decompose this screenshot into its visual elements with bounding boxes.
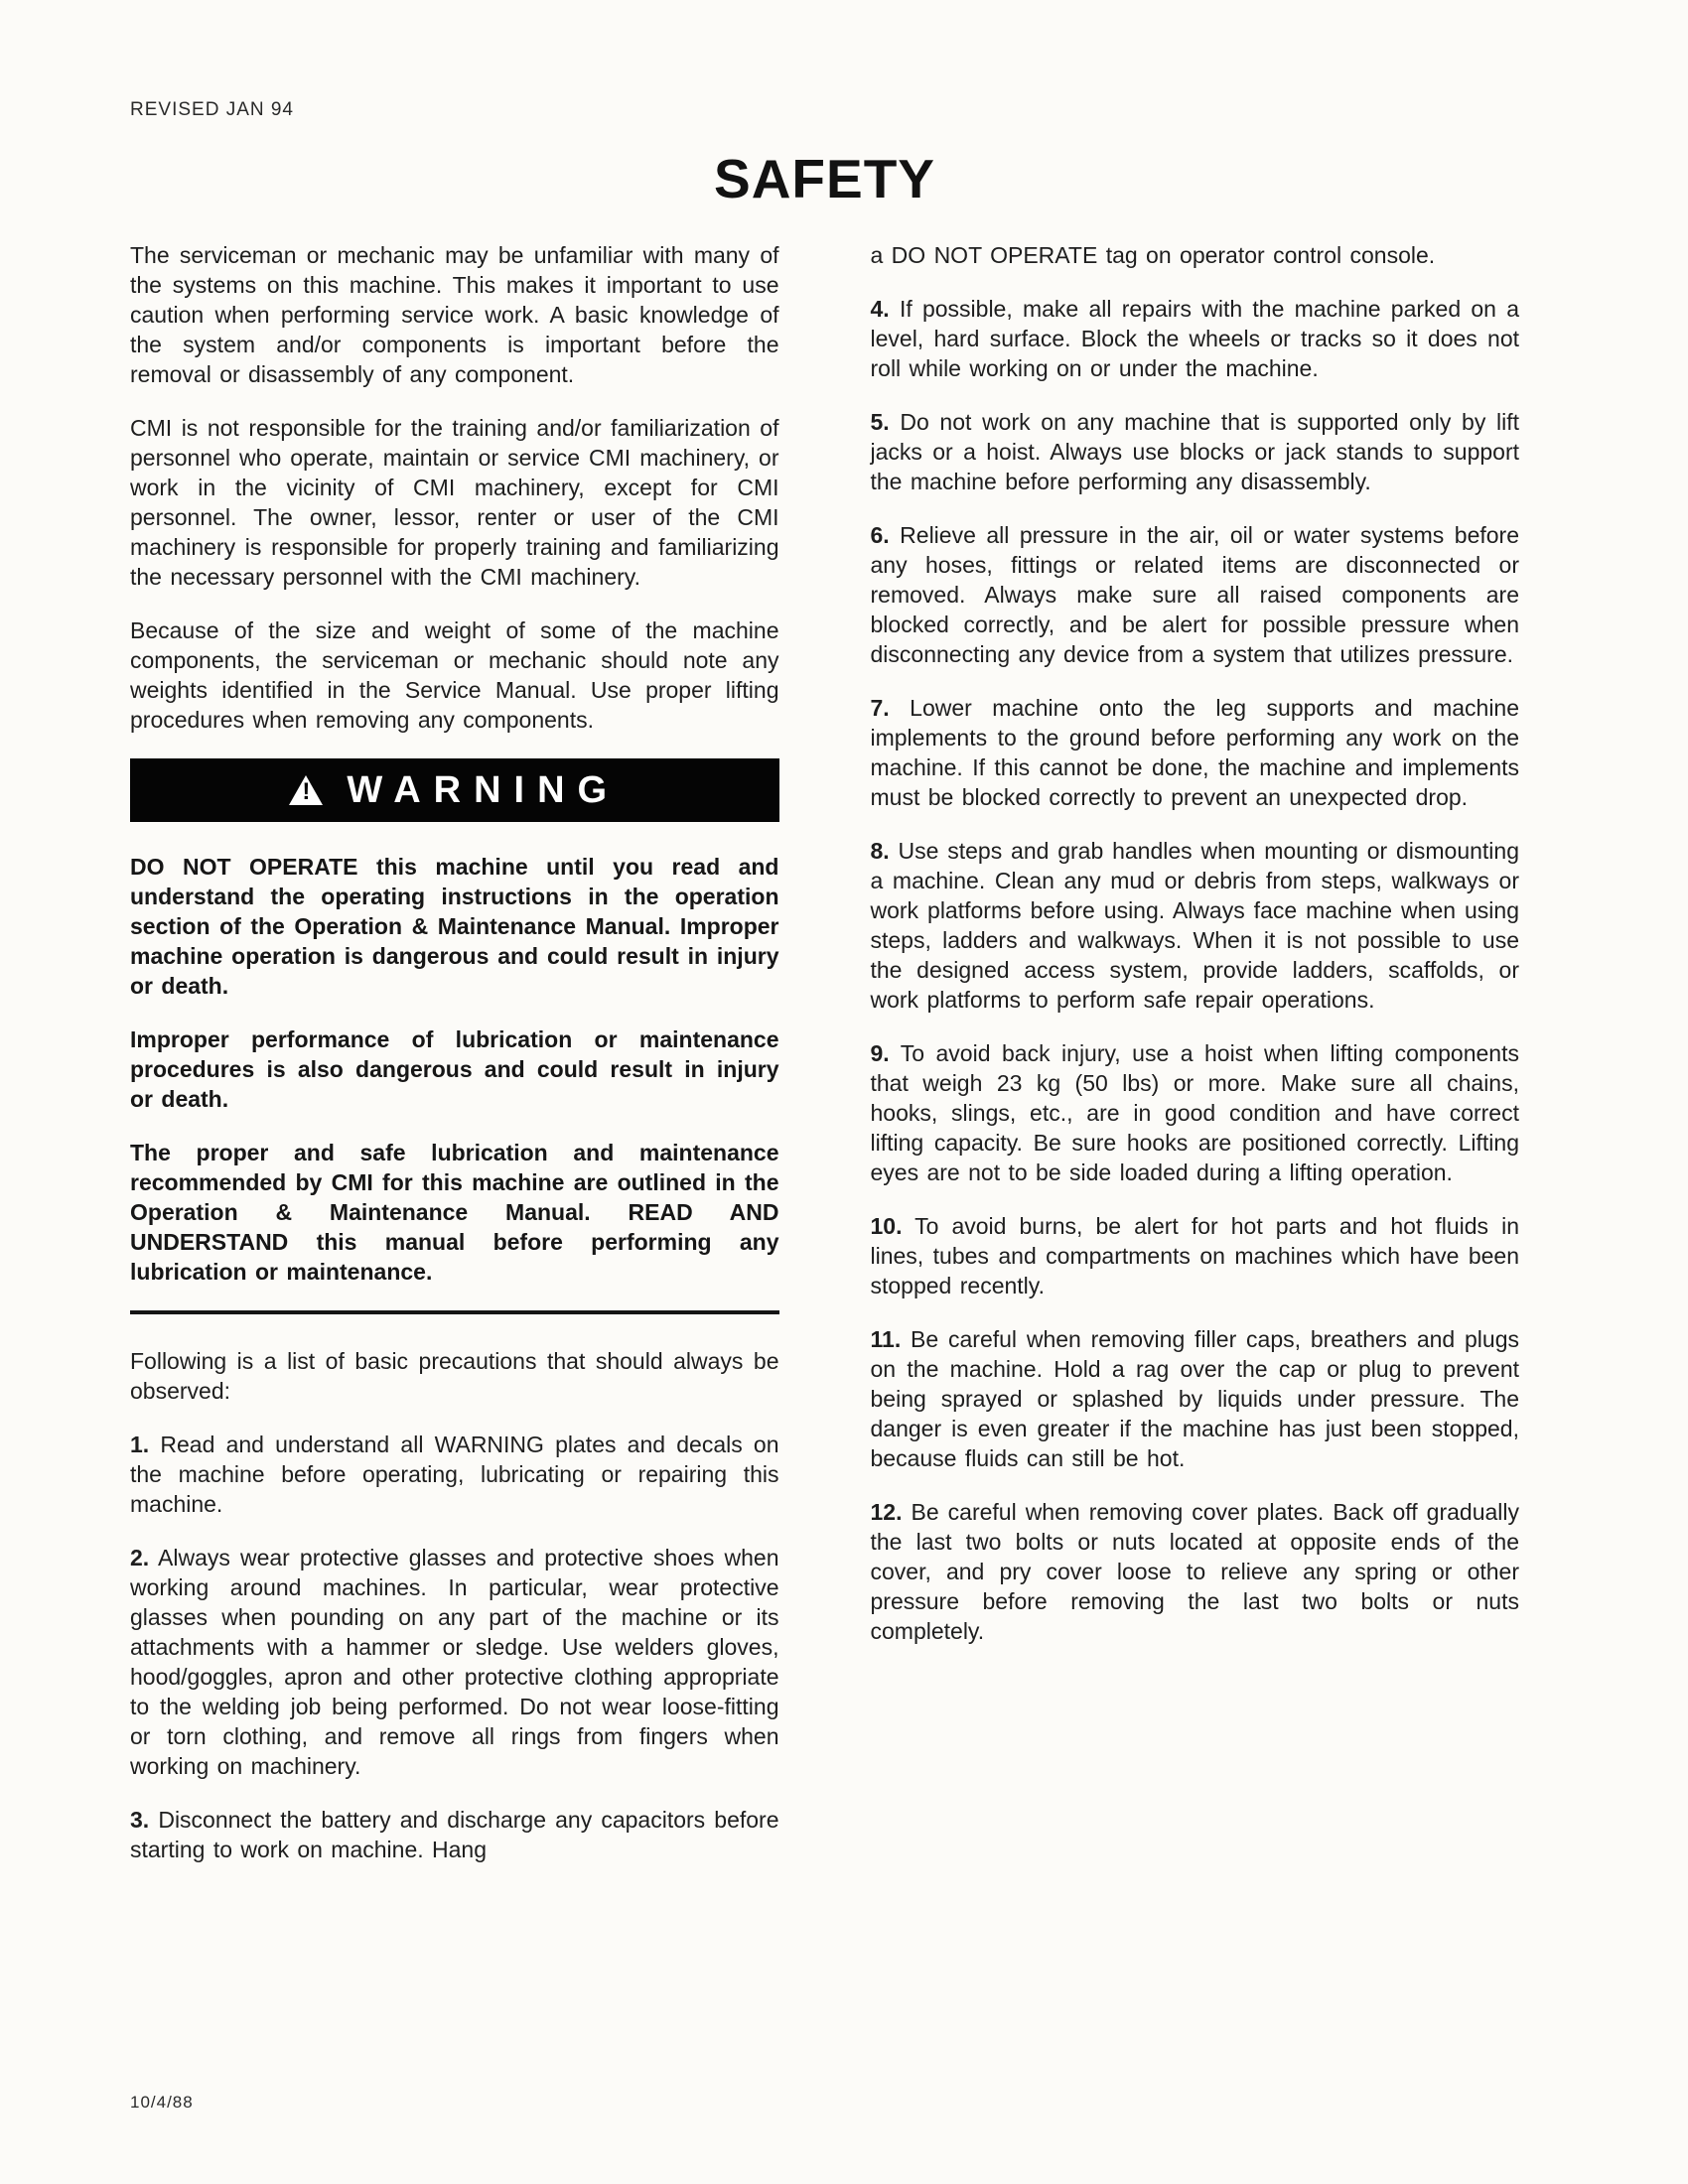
left-column	[130, 240, 779, 1888]
warning-triangle-icon	[289, 775, 323, 805]
precaution-item	[871, 1497, 1520, 1646]
warning-paragraph: Improper performance of lubrication or maintenance procedures is also dangerous and could result in injury or death.	[130, 1026, 779, 1112]
item-text: Lower machine onto the leg supports and machine implements to the ground before performing any work on the machine. If this cannot be done, the machine and implements must be blocked correctly to prevent an unexpected drop.	[870, 695, 1520, 810]
item-number: 7.	[870, 695, 890, 721]
precaution-item	[871, 693, 1520, 812]
item-number: 11.	[870, 1326, 902, 1352]
intro-paragraph: CMI is not responsible for the training and/or familiarization of personnel who operate, maintain or service CMI machinery, or work in the vicinity of CMI machinery, except for CMI personnel. The owner, lessor, renter or user of the CMI machinery is responsible for properly training and familiarizing the necessary personnel with the CMI machinery.	[130, 415, 779, 590]
item-number: 3.	[130, 1807, 150, 1833]
intro-paragraph: The serviceman or mechanic may be unfamiliar with many of the systems on this machine. This makes it important to use caution when performing service work. A basic knowledge of the system and/or components is important before the removal or disassembly of any component.	[130, 242, 779, 387]
item-text: Disconnect the battery and discharge any capacitors before starting to work on machine. Hang	[130, 1807, 779, 1862]
precaution-item	[130, 1805, 779, 1864]
precaution-item	[871, 294, 1520, 383]
precaution-item	[871, 1038, 1520, 1187]
page-title: SAFETY	[714, 148, 935, 209]
precaution-item	[871, 520, 1520, 669]
item-text: Use steps and grab handles when mounting or dismounting a machine. Clean any mud or debris from steps, walkways or work platforms before using. Always face machine when using steps, ladders and walkways. When it is not possible to use the designed access system, provide ladders, scaffolds, or work platforms to perform safe repair operations.	[870, 838, 1520, 1013]
item-number: 2.	[130, 1545, 150, 1570]
item-text: Relieve all pressure in the air, oil or water systems before any hoses, fittings or related items are disconnected or removed. Always make sure all raised components are blocked correctly, and be alert for possible pressure when disconnecting any device from a system that utilizes pressure.	[870, 522, 1519, 667]
precaution-item	[871, 407, 1520, 496]
intro-paragraph: Because of the size and weight of some of the machine components, the serviceman or mechanic should note any weights identified in the Service Manual. Use proper lifting procedures when removing any components.	[130, 617, 779, 733]
item-text: Read and understand all WARNING plates and decals on the machine before operating, lubricating or repairing this machine.	[130, 1432, 779, 1517]
item-number: 9.	[870, 1040, 890, 1066]
precaution-item	[871, 1211, 1520, 1300]
item-text: Be careful when removing filler caps, breathers and plugs on the machine. Hold a rag over the cap or plug to prevent being sprayed or splashed by liquids under pressure. The danger is even greater if the machine has just been stopped, because fluids can still be hot.	[870, 1326, 1519, 1471]
item-text: Do not work on any machine that is supported only by lift jacks or a hoist. Always use blocks or jack stands to support the machine before performing any disassembly.	[870, 409, 1519, 494]
item-number: 1.	[130, 1432, 150, 1457]
precaution-item	[871, 836, 1520, 1015]
item-text: To avoid burns, be alert for hot parts and hot fluids in lines, tubes and compartments on machines which have been stopped recently.	[870, 1213, 1519, 1298]
item-number: 10.	[870, 1213, 903, 1239]
section-divider	[130, 1310, 779, 1314]
item-text: If possible, make all repairs with the machine parked on a level, hard surface. Block the wheels or tracks so it does not roll while working on or under the machine.	[870, 296, 1519, 381]
item-number: 5.	[870, 409, 890, 435]
precautions-intro: Following is a list of basic precautions that should always be observed:	[130, 1348, 779, 1404]
warning-paragraph: DO NOT OPERATE this machine until you read and understand the operating instructions in the operation section of the Operation & Maintenance Manual. Improper machine operation is dangerous and could result in injury or death.	[130, 854, 779, 999]
warning-banner	[130, 758, 779, 822]
precaution-item	[130, 1543, 779, 1781]
precaution-item	[871, 1324, 1520, 1473]
item-number: 4.	[870, 296, 890, 322]
item-text: Always wear protective glasses and protective shoes when working around machines. In particular, wear protective glasses when pounding on any part of the machine or its attachments with a hammer or sledge. Use welders gloves, hood/goggles, apron and other protective clothing appropriate to the welding job being performed. Do not wear loose-fitting or torn clothing, and remove all rings from fingers when working on machinery.	[130, 1545, 779, 1779]
right-column	[871, 240, 1520, 1888]
item-number: 12.	[870, 1499, 903, 1525]
warning-paragraph: The proper and safe lubrication and maintenance recommended by CMI for this machine are outlined in the Operation & Maintenance Manual. READ AND UNDERSTAND this manual before performing any lubrication or maintenance.	[130, 1140, 779, 1285]
warning-banner-label: WARNING	[347, 769, 621, 811]
footer-date: 10/4/88	[130, 2093, 194, 2112]
item-text: Be careful when removing cover plates. Back off gradually the last two bolts or nuts located at opposite ends of the cover, and pry cover loose to relieve any spring or other pressure before removing the last two bolts or nuts completely.	[870, 1499, 1519, 1644]
item-number: 6.	[870, 522, 890, 548]
item-text: To avoid back injury, use a hoist when lifting components that weigh 23 kg (50 lbs) or more. Make sure all chains, hooks, slings, etc., are in good condition and have correct lifting capacity. Be sure hooks are positioned correctly. Lifting eyes are not to be side loaded during a lifting operation.	[870, 1040, 1519, 1185]
revision-note: REVISED JAN 94	[130, 99, 294, 120]
two-column-layout	[130, 240, 1519, 1888]
continuation-paragraph: a DO NOT OPERATE tag on operator control console.	[870, 242, 1436, 268]
item-number: 8.	[870, 838, 890, 864]
precaution-item	[130, 1430, 779, 1519]
